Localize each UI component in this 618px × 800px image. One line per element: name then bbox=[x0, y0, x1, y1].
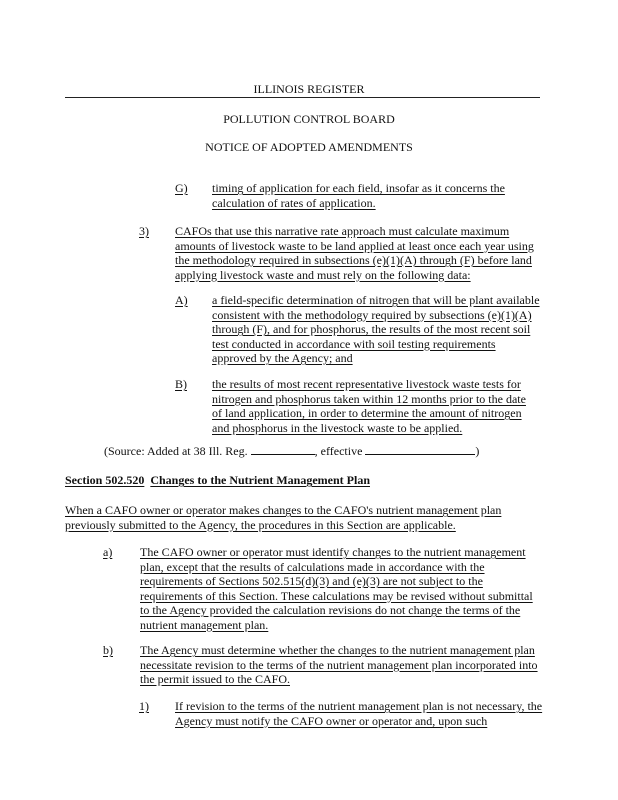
source-effective: , effective bbox=[314, 444, 363, 458]
source-prefix: (Source: Added at 38 Ill. Reg. bbox=[104, 444, 248, 458]
item-b-upper-text: the results of most recent representative livestock waste tests for nitrogen and phosphorus taken within 12 months prior to the date of land application, in order to determine the amount of nitrogen and phosphorus in the livestock waste to be applied. bbox=[212, 377, 526, 435]
notice-title: NOTICE OF ADOPTED AMENDMENTS bbox=[205, 140, 413, 154]
item-1-text bbox=[175, 699, 543, 728]
item-a-upper-text: a field-specific determination of nitrogen that will be plant available consistent with the methodology required by subsections (e)(1)(A) through (F), and for phosphorus, the results of the most recent soil test conducted in accordance with soil testing requirements approved by the Agency; and bbox=[212, 293, 540, 365]
source-close: ) bbox=[475, 444, 480, 458]
header-rule bbox=[65, 97, 540, 98]
item-b-text: The Agency must determine whether the changes to the nutrient management plan necessitate revision to the terms of the nutrient management plan incorporated into the permit issued to the CAFO. bbox=[140, 643, 538, 686]
item-g-label: G) bbox=[175, 181, 188, 195]
item-a-text: The CAFO owner or operator must identify changes to the nutrient management plan, except that the results of calculations made in accordance with the requirements of Sections 502.515(d)(3) and (e)(3) are not subject to the requirements of this Section. These calculations may be revised without submittal to the Agency provided the calculation revisions do not change the terms of the nutrient management plan. bbox=[140, 545, 533, 632]
section-title: Changes to the Nutrient Management Plan bbox=[150, 473, 370, 487]
register-blank bbox=[251, 444, 315, 455]
board-title: POLLUTION CONTROL BOARD bbox=[223, 112, 395, 126]
item-3-label: 3) bbox=[139, 224, 149, 238]
item-1-label: 1) bbox=[139, 699, 149, 713]
section-intro: When a CAFO owner or operator makes changes to the CAFO's nutrient management plan previously submitted to the Agency, the procedures in this Section are applicable. bbox=[65, 503, 502, 532]
effective-blank bbox=[365, 444, 475, 455]
item-g-text: timing of application for each field, insofar as it concerns the calculation of rates of application. bbox=[212, 181, 505, 210]
item-a-label: a) bbox=[103, 545, 113, 559]
item-3-text: CAFOs that use this narrative rate approach must calculate maximum amounts of livestock waste to be land applied at least once each year using the methodology required in subsections (e)(1)(A) through (F) before land applying livestock waste and must rely on the following data: bbox=[175, 224, 534, 282]
source-note bbox=[104, 444, 479, 459]
item-b-upper-label: B) bbox=[175, 377, 187, 391]
section-number: Section 502.520 bbox=[65, 473, 145, 487]
item-b-label: b) bbox=[103, 643, 113, 657]
item-a-upper-label: A) bbox=[175, 293, 188, 307]
section-heading bbox=[65, 473, 370, 488]
register-header: ILLINOIS REGISTER bbox=[253, 82, 365, 96]
item-1-text-content: If revision to the terms of the nutrient management plan is not necessary, the Agency must notify the CAFO owner or operator and, upon such bbox=[175, 699, 543, 728]
